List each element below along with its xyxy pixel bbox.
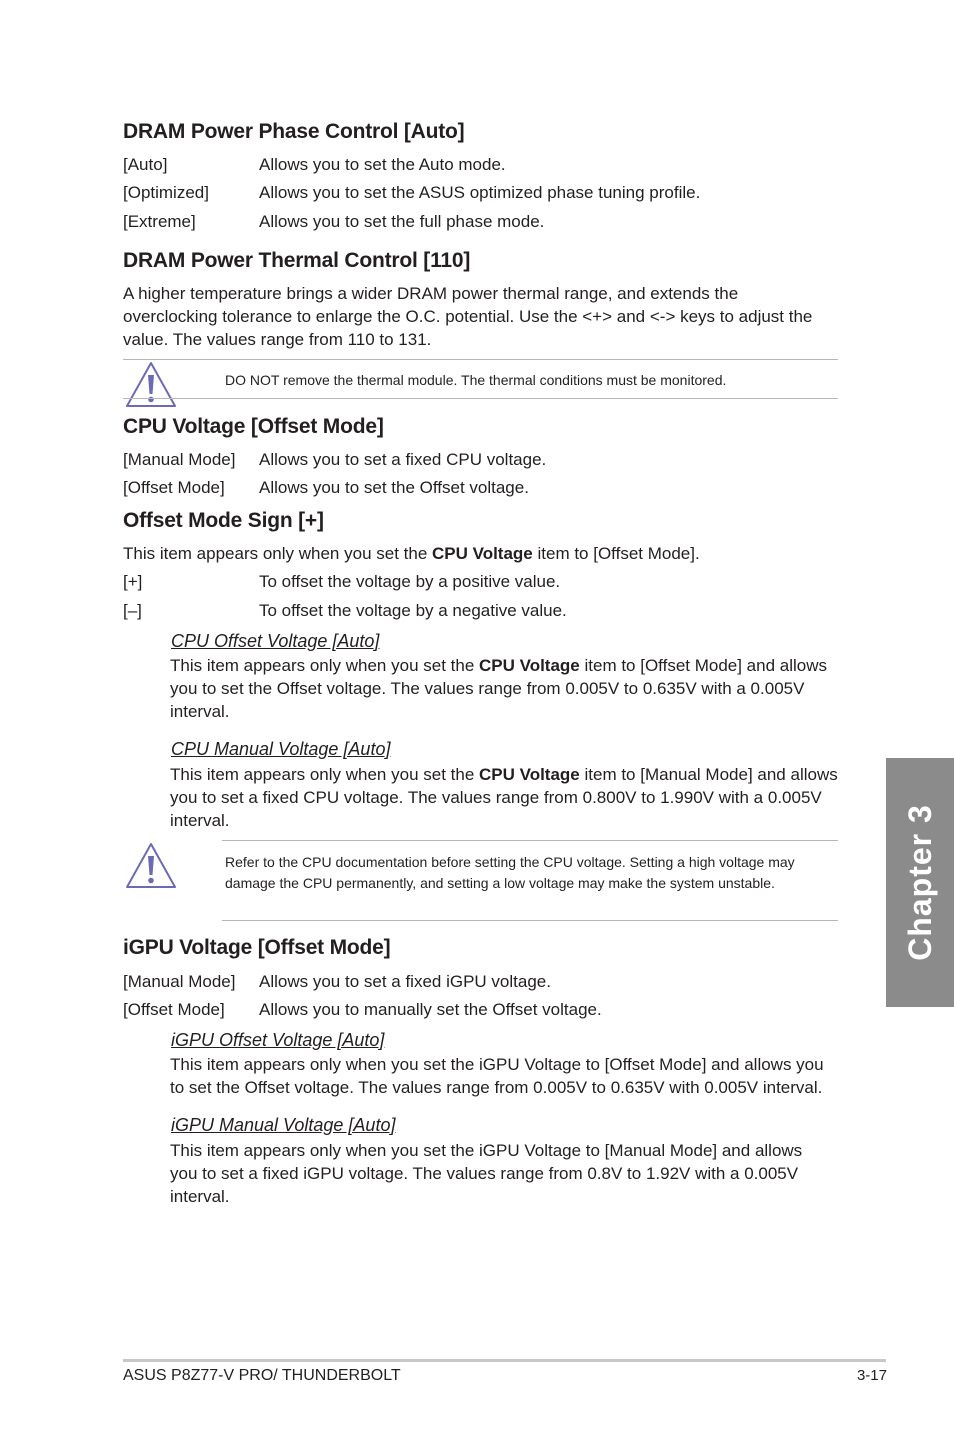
section-title-dram-thermal: DRAM Power Thermal Control [110] (123, 249, 471, 272)
subsection-title-igpu-offset: iGPU Offset Voltage [Auto] (171, 1030, 385, 1050)
option-desc: Allows you to set the full phase mode. (259, 212, 545, 231)
section-body: A higher temperature brings a wider DRAM power thermal range, and extends the overclocking tolerance to enlarge the O.C. potential. Use the <+> and <-> keys to adjust the value. The values range from 110 to 131. (123, 284, 813, 349)
page-number: 3-17 (856, 1367, 887, 1384)
note-divider (123, 359, 838, 360)
option-key: [Auto] (123, 155, 168, 174)
section-title-igpu-voltage: iGPU Voltage [Offset Mode] (123, 936, 391, 959)
option-desc: Allows you to set the ASUS optimized phase tuning profile. (259, 183, 701, 202)
section-title-dram-phase: DRAM Power Phase Control [Auto] (123, 120, 465, 143)
note-divider (222, 920, 838, 921)
option-desc: Allows you to set the Auto mode. (259, 155, 506, 174)
option-key: [Manual Mode] (123, 450, 236, 469)
subsection-body: This item appears only when you set the CPU Voltage item to [Manual Mode] and allows you to set a fixed CPU voltage. The values range from 0.800V to 1.990V with a 0.005V interval. (170, 765, 838, 830)
section-intro: This item appears only when you set the CPU Voltage item to [Offset Mode]. (123, 544, 700, 563)
footer-divider (123, 1359, 886, 1362)
option-key: [Offset Mode] (123, 1000, 225, 1019)
note-divider (222, 840, 838, 841)
note-text: Refer to the CPU documentation before setting the CPU voltage. Setting a high voltage may damage the CPU permanently, and setting a low voltage may make the system unstable. (225, 854, 795, 891)
subsection-body: This item appears only when you set the iGPU Voltage to [Manual Mode] and allows you to set a fixed iGPU voltage. The values range from 0.8V to 1.92V with a 0.005V interval. (170, 1141, 803, 1206)
option-desc: Allows you to manually set the Offset voltage. (259, 1000, 602, 1019)
warning-icon (125, 842, 177, 890)
subsection-title-igpu-manual: iGPU Manual Voltage [Auto] (171, 1115, 396, 1135)
note-text: DO NOT remove the thermal module. The thermal conditions must be monitored. (225, 372, 727, 388)
option-key: [Offset Mode] (123, 478, 225, 497)
option-desc: Allows you to set a fixed iGPU voltage. (259, 972, 551, 991)
subsection-title-cpu-offset: CPU Offset Voltage [Auto] (171, 631, 380, 651)
option-desc: Allows you to set a fixed CPU voltage. (259, 450, 547, 469)
warning-icon (125, 361, 177, 409)
footer-product-name: ASUS P8Z77-V PRO/ THUNDERBOLT (123, 1367, 401, 1384)
option-desc: To offset the voltage by a positive value. (259, 572, 561, 591)
section-title-offset-sign: Offset Mode Sign [+] (123, 509, 324, 532)
option-key: [+] (123, 572, 143, 591)
subsection-body: This item appears only when you set the iGPU Voltage to [Offset Mode] and allows you to set the Offset voltage. The values range from 0.005V to 0.635V with 0.005V interval. (170, 1055, 824, 1097)
note-divider (123, 398, 838, 399)
option-key: [Extreme] (123, 212, 196, 231)
chapter-tab (886, 758, 954, 1007)
option-key: [Manual Mode] (123, 972, 236, 991)
subsection-title-cpu-manual: CPU Manual Voltage [Auto] (171, 739, 391, 759)
section-title-cpu-voltage: CPU Voltage [Offset Mode] (123, 415, 384, 438)
chapter-label: Chapter 3 (902, 804, 938, 961)
subsection-body: This item appears only when you set the CPU Voltage item to [Offset Mode] and allows you to set the Offset voltage. The values range from 0.005V to 0.635V with a 0.005V interval. (170, 656, 828, 721)
option-desc: Allows you to set the Offset voltage. (259, 478, 529, 497)
option-key: [Optimized] (123, 183, 209, 202)
option-desc: To offset the voltage by a negative value. (259, 601, 567, 620)
option-key: [–] (123, 601, 142, 620)
